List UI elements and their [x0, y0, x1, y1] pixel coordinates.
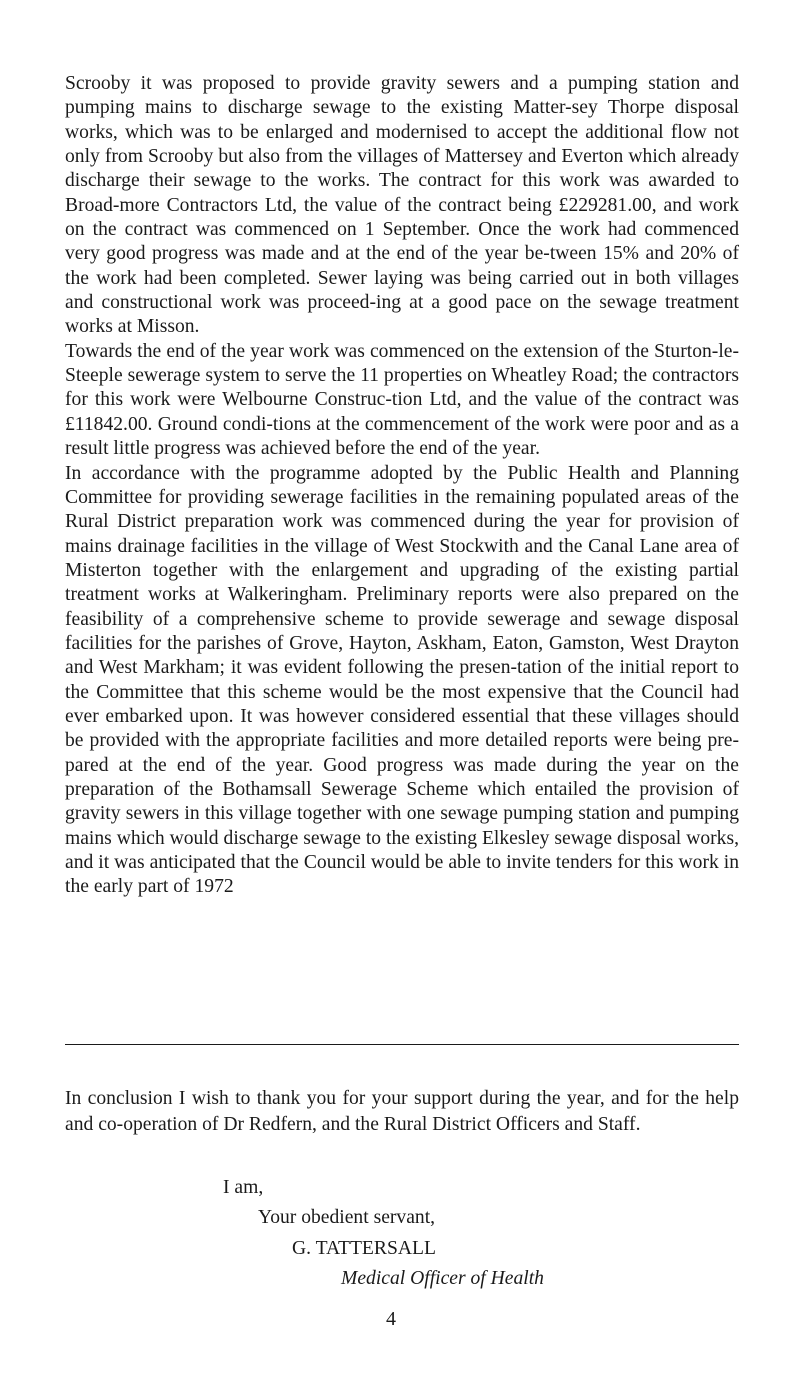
section-divider	[65, 1044, 739, 1045]
closing-paragraph: In conclusion I wish to thank you for your support during the year, and for the help and co-operation of Dr Redfern, and the Rural District Officers and Staff.	[65, 1088, 739, 1135]
paragraph-sturton-extension: Towards the end of the year work was commenced on the extension of the Sturton-le-Steeple sewerage system to serve the 11 properties on Wheatley Road; the contractors for this work were Welbourne Construc-tion Ltd, and the value of the contract was £11842.00. Ground condi-tions at the commencement of the work were poor and as a result little progress was achieved before the end of the year.	[65, 340, 739, 460]
report-body	[65, 72, 739, 900]
signature-salutation: I am,	[223, 1177, 264, 1198]
paragraph-scrooby-sewers: Scrooby it was proposed to provide gravity sewers and a pumping station and pumping mains to discharge sewage to the existing Matter-sey Thorpe disposal works, which was to be enlarged and modernised to accept the additional flow not only from Scrooby but also from the villages of Mattersey and Everton which already discharge their sewage to the works. The contract for this work was awarded to Broad-more Contractors Ltd, the value of the contract being £229281.00, and work on the contract was commenced on 1 September. Once the work had commenced very good progress was made and at the end of the year be-tween 15% and 20% of the work had been completed. Sewer laying was being carried out in both villages and constructional work was proceed-ing at a good pace on the sewage treatment works at Misson.	[65, 73, 739, 338]
paragraph-programme: In accordance with the programme adopted by the Public Health and Planning Committee for providing sewerage facilities in the remaining populated areas of the Rural District preparation work was commenced during the year for provision of mains drainage facilities in the village of West Stockwith and the Canal Lane area of Misterton together with the enlargement and upgrading of the existing partial treatment works at Walkeringham. Preliminary reports were also prepared on the feasibility of a comprehensive scheme to provide sewerage and sewage disposal facilities for the parishes of Grove, Hayton, Askham, Eaton, Gamston, West Drayton and West Markham; it was evident following the presen-tation of the initial report to the Committee that this scheme would be the most expensive that the Council had ever embarked upon. It was however considered essential that these villages should be provided with the appropriate facilities and more detailed reports were being pre-pared at the end of the year. Good progress was made during the year on the preparation of the Bothamsall Sewerage Scheme which entailed the provision of gravity sewers in this village together with one sewage pumping station and pumping mains which would discharge sewage to the existing Elkesley sewage disposal works, and it was anticipated that the Council would be able to invite tenders for this work in the early part of 1972	[65, 462, 739, 898]
page-number: 4	[386, 1308, 396, 1330]
signature-name: G. TATTERSALL	[292, 1238, 436, 1259]
signature-title: Medical Officer of Health	[341, 1268, 544, 1289]
signature-complimentary: Your obedient servant,	[258, 1207, 436, 1228]
